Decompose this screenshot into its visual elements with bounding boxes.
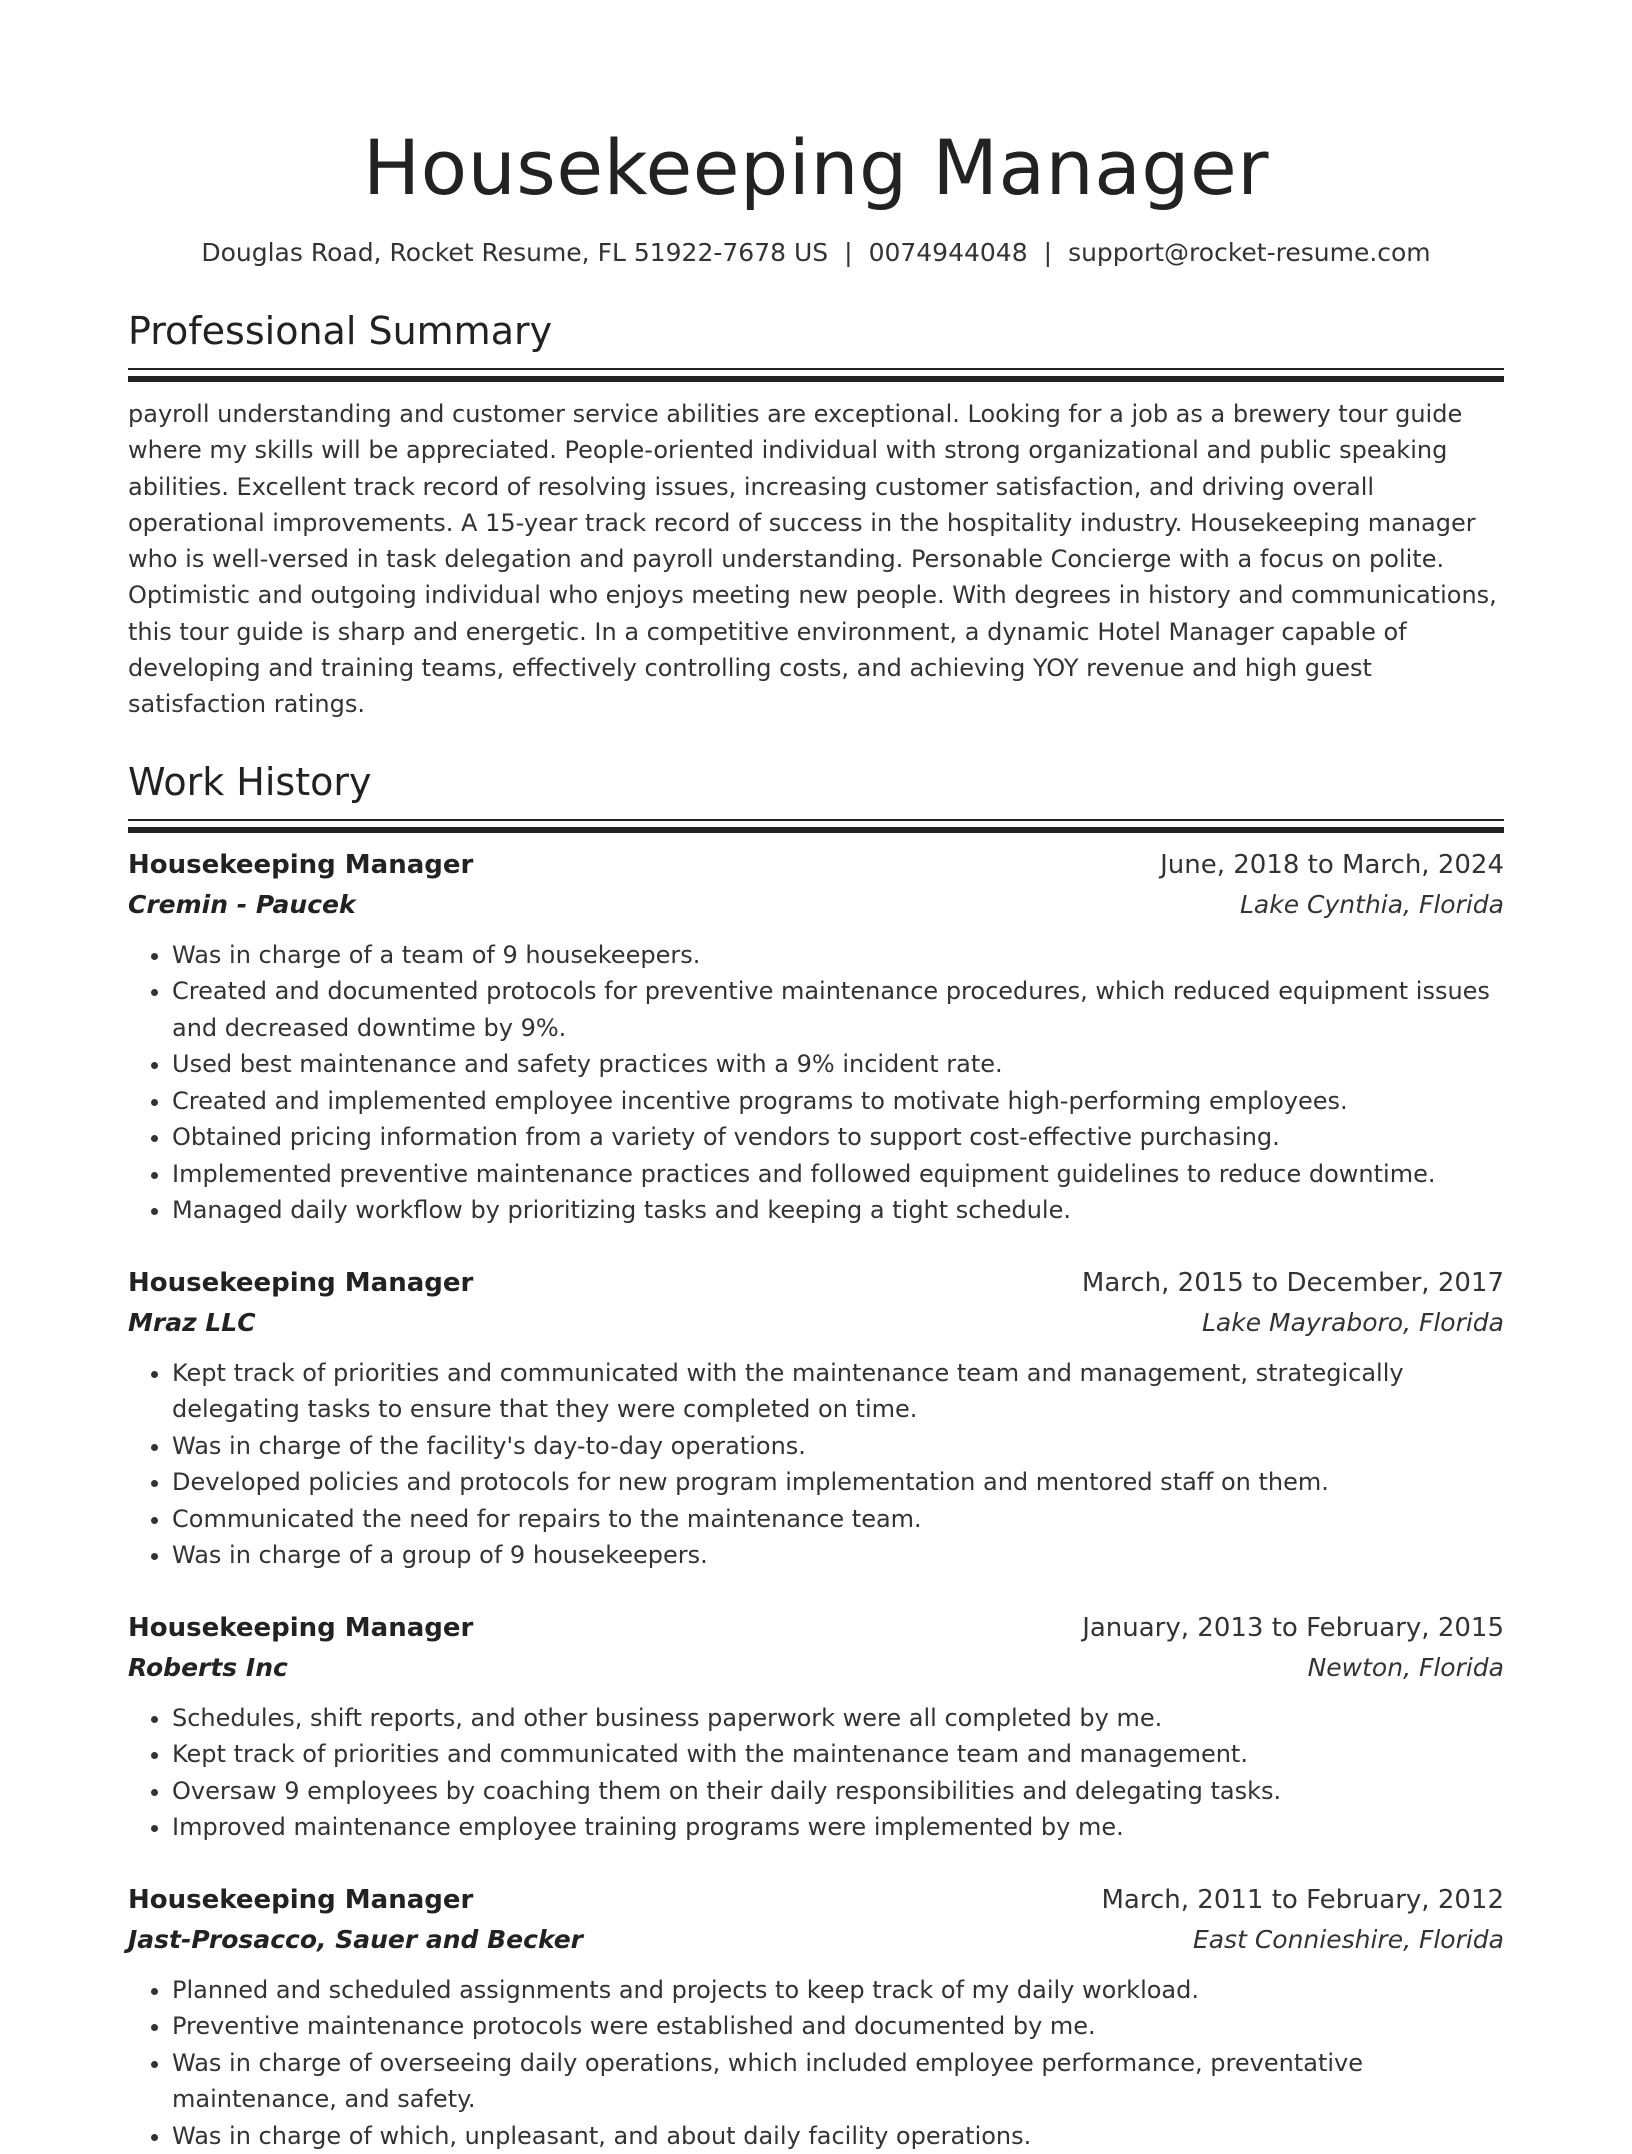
job-dates: January, 2013 to February, 2015 (1082, 1612, 1504, 1643)
job-location: Lake Mayraboro, Florida (1201, 1307, 1504, 1337)
contact-line (128, 234, 1504, 272)
job-bullet: • Planned and scheduled assignments and projects to keep track of my daily workload. (172, 1972, 1504, 2009)
job-dates: June, 2018 to March, 2024 (1160, 849, 1504, 880)
job-company: Cremin - Paucek (128, 889, 356, 919)
section-title-summary: Professional Summary (128, 309, 553, 353)
job-bullet: • Was in charge of a group of 9 housekeepers. (172, 1537, 1504, 1574)
job-bullet: • Kept track of priorities and communicated with the maintenance team and management, strategically delegating tasks to ensure that they were completed on time. (172, 1355, 1504, 1428)
job-bullet: • Managed daily workflow by prioritizing tasks and keeping a tight schedule. (172, 1192, 1504, 1229)
job-bullet: • Implemented preventive maintenance practices and followed equipment guidelines to reduce downtime. (172, 1156, 1504, 1193)
job-company-row (128, 1303, 1504, 1343)
job-bullet: • Schedules, shift reports, and other business paperwork were all completed by me. (172, 1700, 1504, 1737)
job-bullet: • Developed policies and protocols for new program implementation and mentored staff on them. (172, 1464, 1504, 1501)
job-entry (128, 1608, 1504, 1846)
job-bullet: • Was in charge of which, unpleasant, and about daily facility operations. (172, 2118, 1504, 2154)
job-company-row (128, 1648, 1504, 1688)
contact-phone: 0074944048 (868, 238, 1028, 267)
job-bullets (128, 1355, 1504, 1574)
job-header-row (128, 1880, 1504, 1920)
job-title: Housekeeping Manager (128, 1884, 474, 1915)
job-title: Housekeeping Manager (128, 1267, 474, 1298)
job-bullet: • Obtained pricing information from a variety of vendors to support cost-effective purchasing. (172, 1119, 1504, 1156)
job-bullet: • Communicated the need for repairs to the maintenance team. (172, 1501, 1504, 1538)
job-company: Jast-Prosacco, Sauer and Becker (128, 1924, 583, 1954)
job-title: Housekeeping Manager (128, 849, 474, 880)
job-dates: March, 2011 to February, 2012 (1101, 1884, 1504, 1915)
contact-address: Douglas Road, Rocket Resume, FL 51922-7678 US (201, 238, 829, 267)
section-divider (128, 368, 1504, 370)
job-company-row (128, 885, 1504, 925)
section-title-work-history: Work History (128, 759, 372, 804)
job-bullet: • Preventive maintenance protocols were established and documented by me. (172, 2008, 1504, 2045)
job-entry (128, 845, 1504, 1229)
job-bullet: • Was in charge of a team of 9 housekeepers. (172, 937, 1504, 974)
job-bullet: • Created and implemented employee incentive programs to motivate high-performing employees. (172, 1083, 1504, 1120)
job-bullet: • Improved maintenance employee training programs were implemented by me. (172, 1809, 1504, 1846)
section-divider (128, 819, 1504, 821)
resume-name: Housekeeping Manager (362, 123, 1270, 212)
job-header-row (128, 1263, 1504, 1303)
job-bullet: • Kept track of priorities and communicated with the maintenance team and management. (172, 1736, 1504, 1773)
job-bullets (128, 1972, 1504, 2154)
job-bullet: • Was in charge of overseeing daily operations, which included employee performance, preventative maintenance, and safety. (172, 2045, 1504, 2118)
job-header-row (128, 1608, 1504, 1648)
job-header-row (128, 845, 1504, 885)
contact-separator: | (844, 238, 853, 267)
contact-separator: | (1043, 238, 1053, 267)
job-entry (128, 1263, 1504, 1574)
job-location: East Connieshire, Florida (1192, 1924, 1504, 1954)
job-location: Lake Cynthia, Florida (1240, 889, 1504, 919)
summary-text: payroll understanding and customer service abilities are exceptional. Looking for a job as a brewery tour guide where my skills will be appreciated. People-oriented individual with strong organizational and public speaking abilities. Excellent track record of resolving issues, increasing customer satisfaction, and driving overall operational improvements. A 15-year track record of success in the hospitality industry. Housekeeping manager who is well-versed in task delegation and payroll understanding. Personable Concierge with a focus on polite. Optimistic and outgoing individual who enjoys meeting new people. With degrees in history and communications, this tour guide is sharp and energetic. In a competitive environment, a dynamic Hotel Manager capable of developing and training teams, effectively controlling costs, and achieving YOY revenue and high guest satisfaction ratings. (128, 400, 1497, 719)
job-location: Newton, Florida (1307, 1652, 1504, 1682)
job-company-row (128, 1920, 1504, 1960)
job-bullet: • Used best maintenance and safety practices with a 9% incident rate. (172, 1046, 1504, 1083)
job-bullet: • Oversaw 9 employees by coaching them on their daily responsibilities and delegating tasks. (172, 1773, 1504, 1810)
resume-page (128, 118, 1504, 2154)
job-company: Mraz LLC (128, 1307, 256, 1337)
contact-email[interactable]: support@rocket-resume.com (1068, 238, 1431, 267)
job-entry (128, 1880, 1504, 2154)
job-title: Housekeeping Manager (128, 1612, 474, 1643)
job-bullets (128, 1700, 1504, 1846)
job-bullet: • Created and documented protocols for preventive maintenance procedures, which reduced equipment issues and decreased downtime by 9%. (172, 973, 1504, 1046)
job-bullet: • Was in charge of the facility's day-to-day operations. (172, 1428, 1504, 1465)
job-dates: March, 2015 to December, 2017 (1081, 1267, 1504, 1298)
job-bullets (128, 937, 1504, 1229)
job-company: Roberts Inc (128, 1652, 288, 1682)
